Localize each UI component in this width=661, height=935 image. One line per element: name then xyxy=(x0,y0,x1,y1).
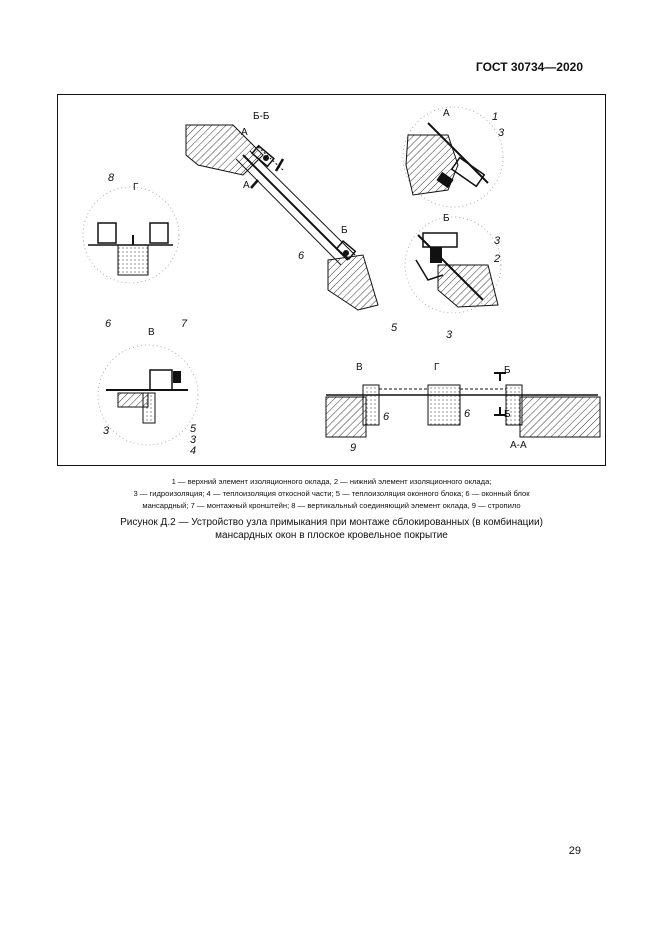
section-label-b-bottom-1: Б xyxy=(504,365,511,376)
callout-4: 4 xyxy=(190,445,197,457)
section-label-b: Б xyxy=(341,225,348,236)
section-label-g-bottom: Г xyxy=(434,362,440,373)
callout-9: 9 xyxy=(350,442,357,454)
detail-g-drawing xyxy=(83,187,179,283)
detail-label-g: Г xyxy=(133,182,139,193)
callout-3: 3 xyxy=(190,434,197,446)
page-number: 29 xyxy=(568,845,581,857)
document-number: ГОСТ 30734—2020 xyxy=(475,60,583,74)
callout-2: 2 xyxy=(494,253,501,265)
figure-legend-line-1: 1 — верхний элемент изоляционного оклада, 2 — нижний элемент изоляционного оклада; xyxy=(171,477,492,486)
figure-legend-line-2: 3 — гидроизоляция; 4 — теплоизоляция откосной части; 5 — теплоизоляция оконного блока; 6 — оконный блок xyxy=(133,489,530,498)
callout-8: 8 xyxy=(108,172,115,184)
section-label-a-2: А xyxy=(243,180,250,191)
detail-label-a: А xyxy=(443,108,450,119)
section-label-aa: А-А xyxy=(510,440,527,451)
technical-drawing xyxy=(58,95,607,467)
figure-frame xyxy=(57,94,606,466)
figure-caption-line-2: мансардных окон в плоское кровельное покрытие xyxy=(215,530,448,541)
callout-1: 1 xyxy=(492,111,499,123)
callout-3: 3 xyxy=(494,235,501,247)
callout-6: 6 xyxy=(383,411,390,423)
callout-3: 3 xyxy=(446,329,453,341)
callout-3: 3 xyxy=(498,127,505,139)
detail-a-drawing xyxy=(403,107,503,207)
figure-caption-line-1: Рисунок Д.2 — Устройство узла примыкания при монтаже сблокированных (в комбинации) xyxy=(120,517,543,528)
callout-5: 5 xyxy=(190,423,197,435)
section-bb-drawing xyxy=(186,125,378,310)
callout-6: 6 xyxy=(298,250,305,262)
detail-b-drawing xyxy=(405,217,501,313)
callout-7: 7 xyxy=(181,318,188,330)
figure-legend-line-3: мансардный; 7 — монтажный кронштейн; 8 — вертикальный соединяющий элемент оклада, 9 — стропило xyxy=(142,501,521,510)
detail-v-drawing xyxy=(98,345,198,445)
section-aa-drawing xyxy=(326,373,600,437)
detail-label-b: Б xyxy=(443,213,450,224)
callout-5: 5 xyxy=(391,322,398,334)
section-label-a: А xyxy=(241,127,248,138)
callout-6: 6 xyxy=(464,408,471,420)
callout-6: 6 xyxy=(105,318,112,330)
section-label-v-bottom: В xyxy=(356,362,363,373)
section-label-bb: Б-Б xyxy=(253,111,270,122)
detail-label-v: В xyxy=(148,327,155,338)
section-label-b-bottom-2: Б xyxy=(504,409,511,420)
callout-3: 3 xyxy=(103,425,110,437)
